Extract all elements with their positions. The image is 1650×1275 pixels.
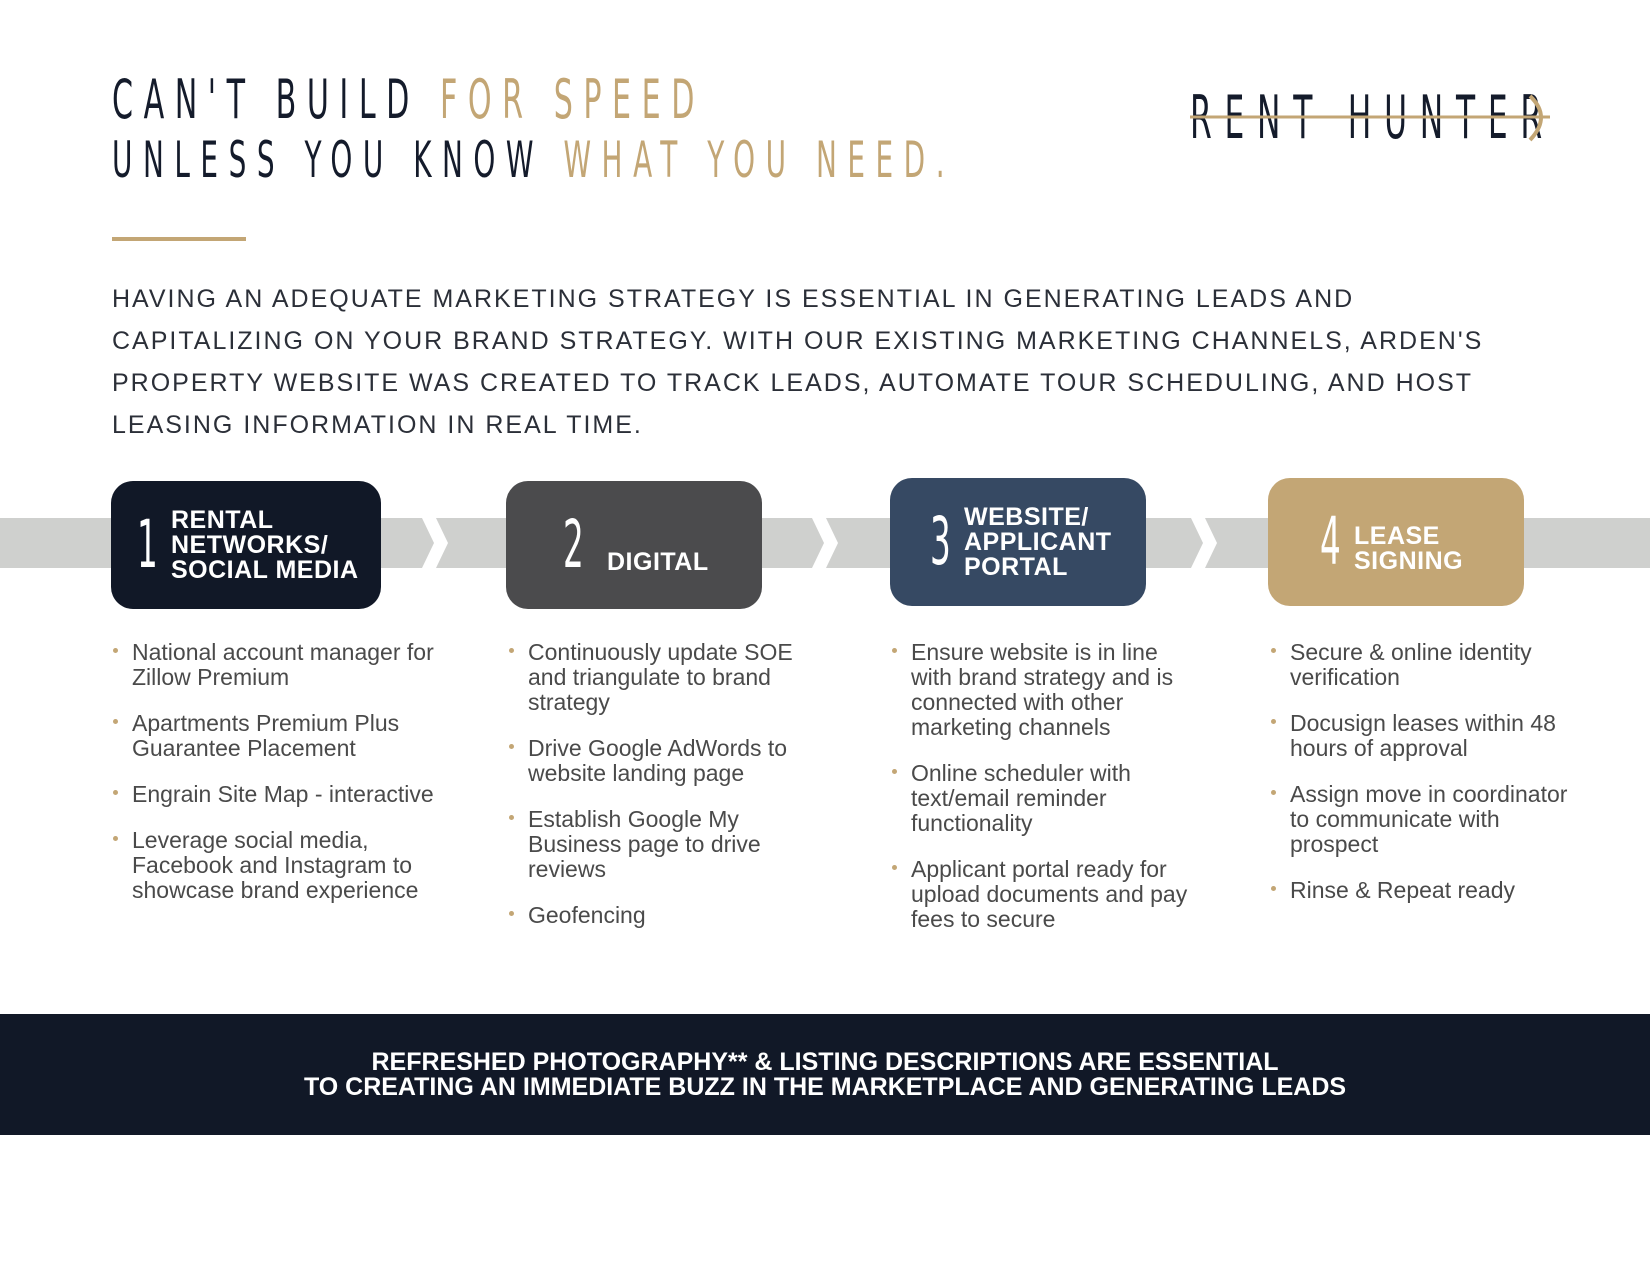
list-item: Assign move in coordinator to communicate with prospect bbox=[1270, 782, 1580, 857]
list-item: Docusign leases within 48 hours of approval bbox=[1270, 711, 1580, 761]
arrow-icon bbox=[1190, 83, 1570, 153]
list-item: Ensure website is in line with brand strategy and is connected with other marketing channels bbox=[891, 640, 1191, 740]
step-1-bullets bbox=[112, 640, 462, 924]
list-item: Secure & online identity verification bbox=[1270, 640, 1580, 690]
list-item: National account manager for Zillow Premium bbox=[112, 640, 462, 690]
list-item: Drive Google AdWords to website landing page bbox=[508, 736, 808, 786]
headline-line-1-dark: CAN'T BUILD bbox=[112, 68, 420, 131]
list-item: Leverage social media, Facebook and Instagram to showcase brand experience bbox=[112, 828, 462, 903]
step-number: 2 bbox=[563, 506, 584, 583]
step-label bbox=[171, 505, 359, 584]
step-4-box bbox=[1268, 478, 1524, 606]
step-4-bullets bbox=[1270, 640, 1580, 924]
step-3-bullets bbox=[891, 640, 1191, 953]
list-item: Geofencing bbox=[508, 903, 808, 928]
step-label bbox=[964, 502, 1112, 581]
step-label-line: DIGITAL bbox=[607, 547, 709, 576]
step-label-line: APPLICANT bbox=[964, 527, 1112, 556]
list-item: Continuously update SOE and triangulate to brand strategy bbox=[508, 640, 808, 715]
list-item: Apartments Premium Plus Guarantee Placement bbox=[112, 711, 462, 761]
step-number: 3 bbox=[930, 503, 951, 580]
step-label-line: RENTAL bbox=[171, 505, 274, 534]
step-label-line: WEBSITE/ bbox=[964, 502, 1089, 531]
step-3-box bbox=[890, 478, 1146, 606]
step-label-line: LEASE bbox=[1354, 522, 1440, 550]
chevron-right-icon bbox=[800, 518, 840, 568]
headline-line-1-gold: FOR SPEED bbox=[440, 68, 705, 131]
headline-line-1 bbox=[112, 70, 918, 130]
list-item: Establish Google My Business page to drive reviews bbox=[508, 807, 808, 882]
footer-line-2: TO CREATING AN IMMEDIATE BUZZ IN THE MARKETPLACE AND GENERATING LEADS bbox=[303, 1072, 1347, 1101]
step-number: 4 bbox=[1320, 503, 1341, 580]
step-label-line: NETWORKS/ bbox=[171, 530, 329, 559]
list-item: Applicant portal ready for upload documents and pay fees to secure bbox=[891, 857, 1191, 932]
headline-line-2-gold: WHAT YOU NEED. bbox=[563, 131, 956, 189]
chevron-right-icon bbox=[410, 518, 450, 568]
step-label bbox=[1354, 524, 1463, 574]
list-item: Engrain Site Map - interactive bbox=[112, 782, 462, 807]
step-label-line: PORTAL bbox=[964, 552, 1068, 581]
logo-text: RENT HUNTER bbox=[1190, 83, 1555, 153]
step-number: 1 bbox=[137, 506, 158, 583]
accent-rule bbox=[112, 237, 246, 241]
list-item: Online scheduler with text/email reminder functionality bbox=[891, 761, 1191, 836]
headline-line-2 bbox=[112, 132, 980, 188]
step-label-line: SIGNING bbox=[1354, 547, 1464, 575]
headline-line-2-dark: UNLESS YOU KNOW bbox=[112, 131, 545, 189]
footer-line-1: REFRESHED PHOTOGRAPHY** & LISTING DESCRIPTIONS ARE ESSENTIAL bbox=[371, 1047, 1279, 1076]
chevron-right-icon bbox=[1179, 518, 1219, 568]
step-2-box bbox=[506, 481, 762, 609]
step-1-box bbox=[111, 481, 381, 609]
step-label bbox=[607, 547, 709, 576]
list-item: Rinse & Repeat ready bbox=[1270, 878, 1580, 903]
intro-paragraph: HAVING AN ADEQUATE MARKETING STRATEGY IS ESSENTIAL IN GENERATING LEADS AND CAPITALIZING ON YOUR BRAND STRATEGY. WITH OUR EXISTING MARKETING CHANNELS, ARDEN'S PROPERTY WEBSITE WAS CREATED TO TRACK LEADS, AUTOMATE TOUR SCHEDULING, AND HOST LEASING INFORMATION IN REAL TIME. bbox=[112, 285, 1484, 439]
step-label-line: SOCIAL MEDIA bbox=[171, 555, 359, 584]
step-2-bullets bbox=[508, 640, 808, 949]
footer-banner bbox=[0, 1014, 1650, 1135]
rent-hunter-logo bbox=[1190, 83, 1570, 153]
